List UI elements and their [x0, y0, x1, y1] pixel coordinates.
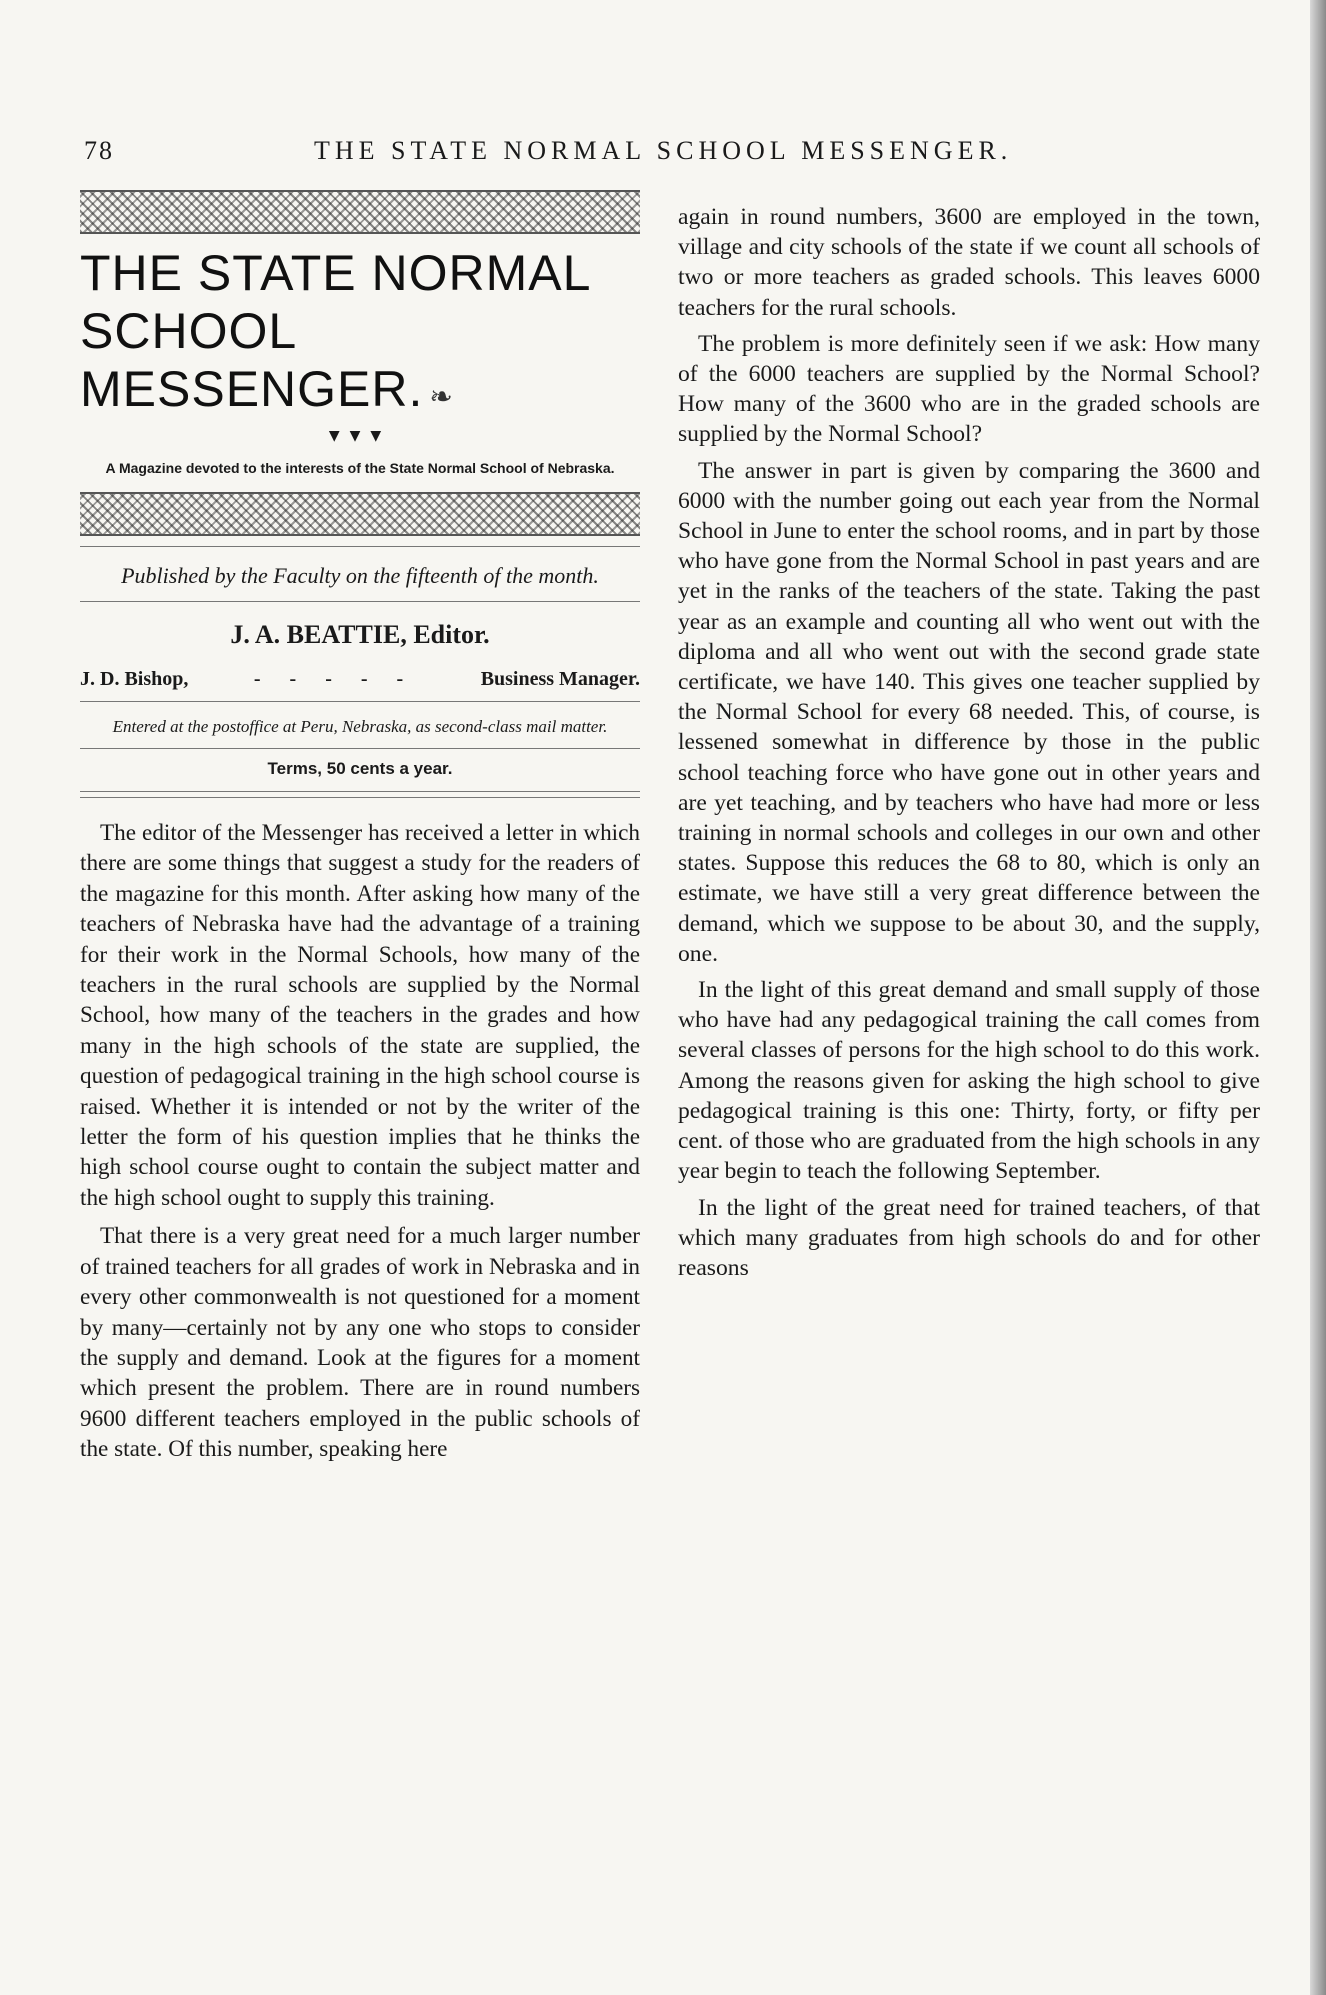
article-paragraph: In the light of this great demand and small supply of those who have had any pedagogical training the call comes from several classes of persons for the high school to do this work. Among the reasons given for asking the high school to give pedagogical training is this one: Thirty, forty, or fifty per cent. of those who are graduated from the high schools in any year begin to teach the following September.: [678, 977, 1260, 1185]
page-number: 78: [84, 136, 114, 165]
postal-entry-note: Entered at the postoffice at Peru, Nebraska, as second-class mail matter.: [112, 717, 608, 736]
running-title: THE STATE NORMAL SCHOOL MESSENGER.: [314, 136, 1013, 165]
article-paragraph: The answer in part is given by comparing the 3600 and 6000 with the number going out each year from the Normal School in June to enter the school rooms, and in part by those who have gone from the Normal School in past years and are yet in the ranks of the teachers of the state. Taking the past year as an example and counting all who went out with the diploma and all who went out with the second grade state certificate, we have 140. This gives one teacher supplied by the Normal School for every 68 needed. This, of course, is lessened somewhat in difference by those in the public school teaching force who have gone out in other years and are yet teaching, and by teachers who have had more or less training in normal schools and colleges in our own and other states. Suppose this reduces the 68 to 80, which is only an estimate, we have still a very great difference between the demand, which we suppose to be about 30, and the supply, one.: [678, 457, 1260, 967]
divider: [80, 701, 640, 702]
masthead-title-line2: SCHOOL MESSENGER.: [80, 303, 424, 417]
decorative-border-bottom: [80, 492, 640, 536]
business-manager-line: [80, 668, 640, 691]
subscription-terms: Terms, 50 cents a year.: [267, 759, 453, 778]
manager-title: Business Manager.: [480, 668, 640, 690]
masthead-title: [80, 244, 640, 426]
running-head: [84, 136, 1244, 176]
article-paragraph: In the light of the great need for trained teachers, of that which many graduates from high schools do and for other reasons: [678, 1194, 1260, 1281]
masthead-tagline: A Magazine devoted to the interests of the State Normal School of Nebraska.: [105, 460, 615, 476]
divider: [80, 601, 640, 602]
editor-line: J. A. BEATTIE, Editor.: [230, 620, 490, 649]
published-note: Published by the Faculty on the fifteenth of the month.: [121, 563, 599, 588]
masthead-title-line2-wrap: [80, 302, 640, 426]
page-edge-shadow: [1310, 0, 1326, 1995]
fleuron-icon: ❧: [429, 381, 454, 412]
article-paragraph: The editor of the Messenger has received a letter in which there are some things that suggest a study for the readers of the magazine for this month. After asking how many of the teachers of Nebraska have had the advantage of a training for their work in the Normal Schools, how many of the teachers in the rural schools are supplied by the Normal School, how many of the teachers in the grades and how many in the high schools of the state are supplied, the question of pedagogical training in the high school course is raised. Whether it is intended or not by the writer of the letter the form of his question implies that he thinks the high school course ought to contain the subject matter and the high school ought to supply this training.: [80, 820, 640, 1211]
left-column: [80, 190, 640, 1465]
double-divider: [80, 791, 640, 798]
manager-dots: - - - - -: [253, 668, 416, 690]
article-paragraph-continued: again in round numbers, 3600 are employed in the town, village and city schools of the state if we count all schools of two or more teachers as graded schools. This leaves 6000 teachers for the rural schools.: [678, 204, 1260, 321]
manager-name: J. D. Bishop,: [80, 668, 189, 690]
article-paragraph: The problem is more definitely seen if we ask: How many of the 6000 teachers are supplied by the Normal School? How many of the 3600 who are in the graded schools are supplied by the Normal School?: [678, 330, 1260, 448]
decorative-border-top: [80, 190, 640, 234]
right-column: [678, 202, 1260, 1283]
article-paragraph: That there is a very great need for a much larger number of trained teachers for all grades of work in Nebraska and in every other commonwealth is not questioned for a moment by many—certainly not by any one who stops to consider the supply and demand. Look at the figures for a moment which present the problem. There are in round numbers 9600 different teachers employed in the public schools of the state. Of this number, speaking here: [80, 1223, 640, 1463]
masthead-title-line1: THE STATE NORMAL: [80, 245, 592, 301]
triangle-ornament-icon: ▼▼▼: [328, 428, 392, 444]
divider: [80, 546, 640, 547]
divider: [80, 748, 640, 749]
